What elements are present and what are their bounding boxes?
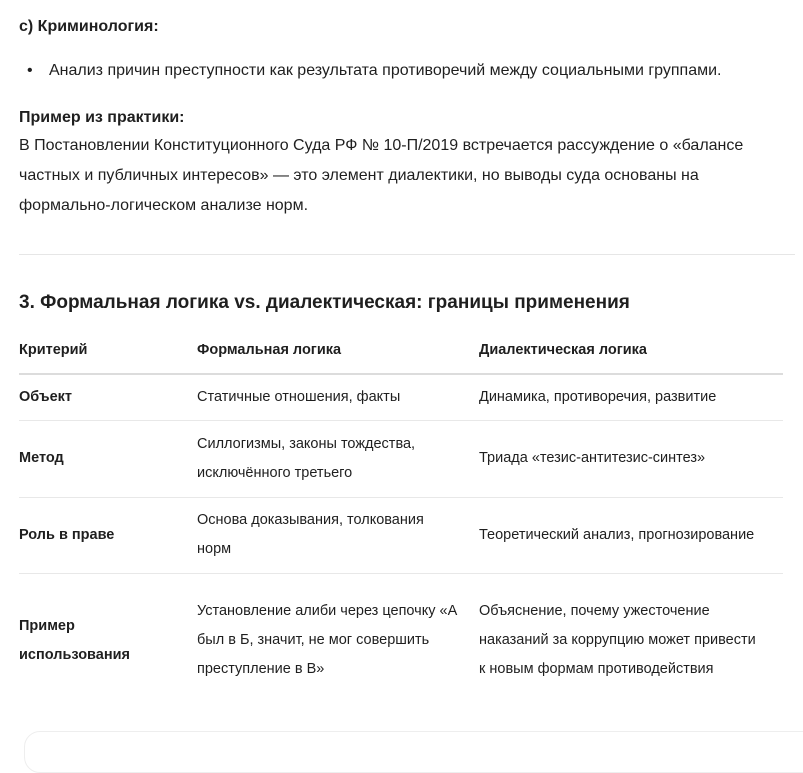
table-row xyxy=(19,420,783,497)
divider xyxy=(19,254,795,255)
table-cell: Статичные отношения, факты xyxy=(197,374,479,420)
subsection-heading: c) Криминология: xyxy=(19,18,159,35)
comparison-table xyxy=(19,327,783,708)
table-row xyxy=(19,374,783,420)
table-cell: Установление алиби через цепочку «А был в Б, значит, не мог совершить преступление в В» xyxy=(197,603,458,678)
table-cell: Теоретический анализ, прогнозирование xyxy=(479,497,783,573)
table-cell-criterion: Объект xyxy=(19,374,197,420)
table-cell: Объяснение, почему ужесточение наказаний за коррупцию может привести к новым формам противодействия xyxy=(479,603,756,678)
example-title: Пример из практики: xyxy=(19,109,185,126)
table-row xyxy=(19,573,783,708)
example-body: В Постановлении Конституционного Суда РФ № 10-П/2019 встречается рассуждение о «балансе частных и публичных интересов» — это элемент диалектики, но выводы суда основаны на формально-логическом анализе норм. xyxy=(19,137,744,214)
table-header-cell: Диалектическая логика xyxy=(479,327,783,374)
table-cell-criterion: Метод xyxy=(19,420,197,497)
next-block-card xyxy=(24,731,803,773)
list-item: • Анализ причин преступности как результата противоречий между социальными группами. xyxy=(19,60,722,82)
bullet-list xyxy=(19,60,722,82)
table-row xyxy=(19,497,783,573)
section-title: 3. Формальная логика vs. диалектическая: границы применения xyxy=(19,292,630,313)
table-header-row xyxy=(19,327,783,374)
table-header-cell: Критерий xyxy=(19,327,197,374)
table-cell-criterion: Роль в праве xyxy=(19,497,197,573)
table-cell: Основа доказывания, толкования норм xyxy=(197,497,479,573)
table-cell: Триада «тезис-антитезис-синтез» xyxy=(479,420,783,497)
table-header-cell: Формальная логика xyxy=(197,327,479,374)
table-cell: Динамика, противоречия, развитие xyxy=(479,374,783,420)
table-cell: Силлогизмы, законы тождества, исключённого третьего xyxy=(197,420,479,497)
table-cell-criterion: Пример использования xyxy=(19,617,130,663)
